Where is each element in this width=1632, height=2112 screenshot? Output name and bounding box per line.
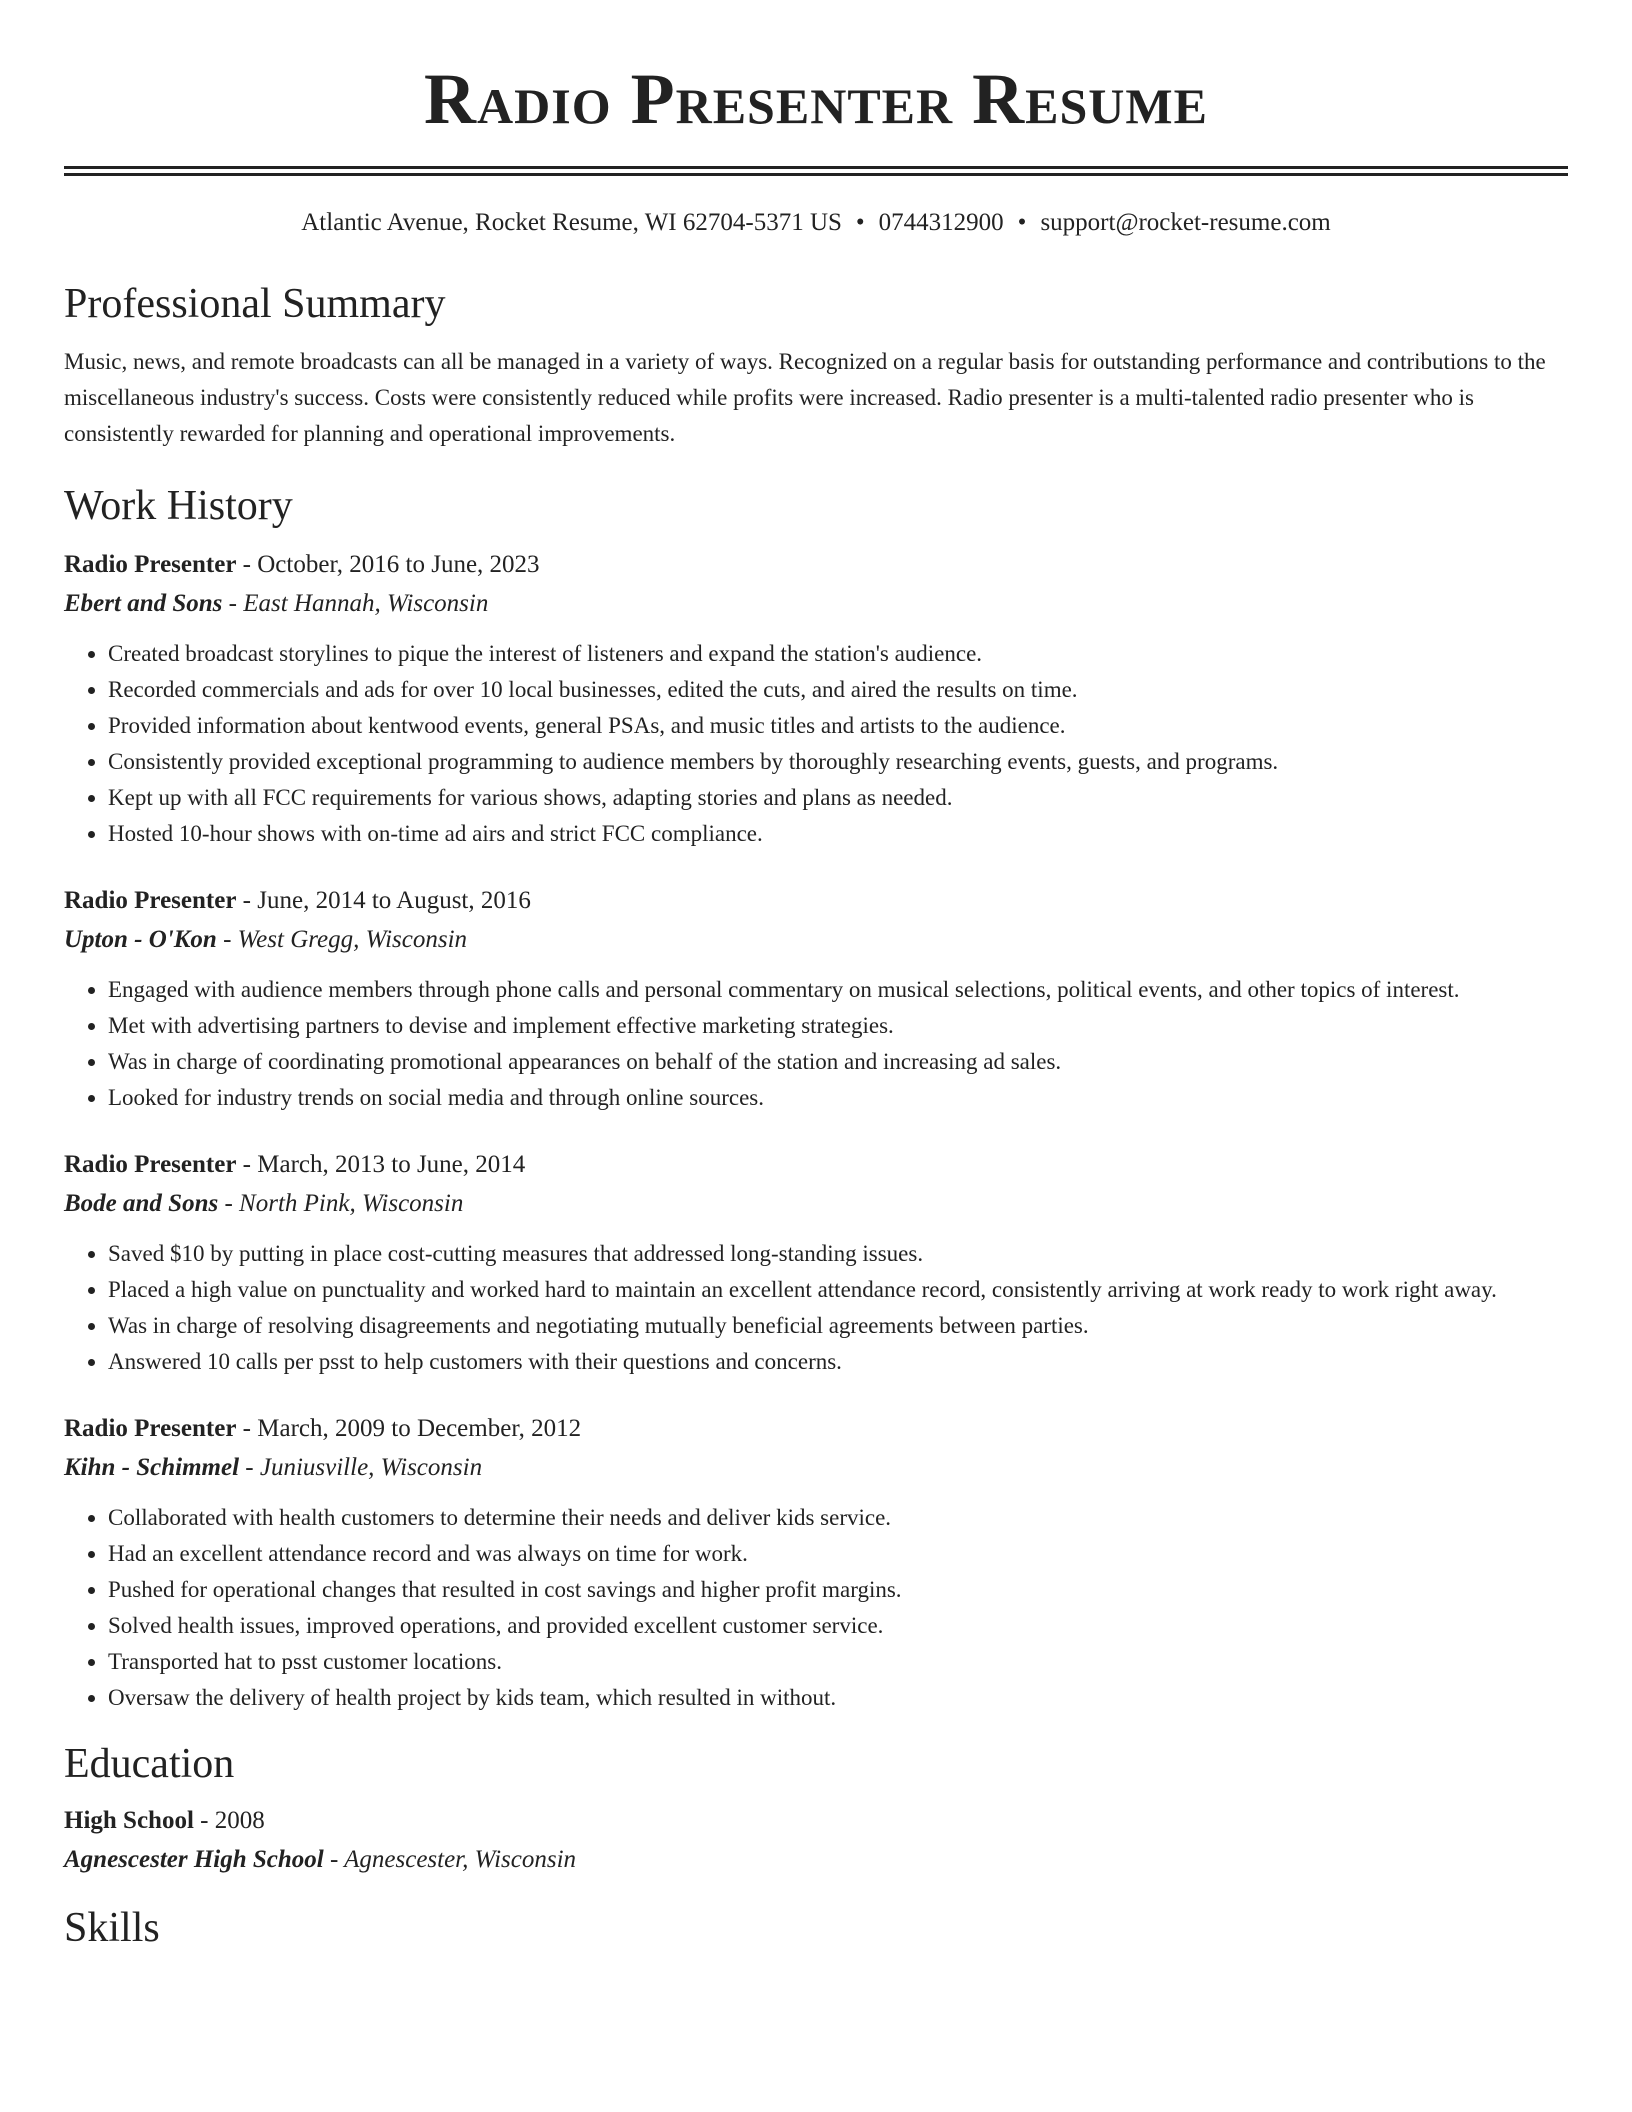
job-company-line bbox=[64, 920, 1568, 960]
job-entry bbox=[64, 882, 1568, 1116]
contact-address: Atlantic Avenue, Rocket Resume, WI 62704-5371 US bbox=[301, 209, 842, 236]
job-bullet: • Solved health issues, improved operations, and provided excellent customer service. bbox=[108, 1608, 1568, 1644]
job-bullet: • Kept up with all FCC requirements for various shows, adapting stories and plans as needed. bbox=[108, 780, 1568, 816]
job-bullet: • Consistently provided exceptional programming to audience members by thoroughly researching events, guests, and programs. bbox=[108, 744, 1568, 780]
job-bullet: • Hosted 10-hour shows with on-time ad airs and strict FCC compliance. bbox=[108, 816, 1568, 852]
education-heading: Education bbox=[64, 1741, 235, 1787]
job-location: - East Hannah, Wisconsin bbox=[222, 590, 489, 617]
job-role: Radio Presenter bbox=[64, 1415, 237, 1442]
job-location: - Juniusville, Wisconsin bbox=[239, 1454, 483, 1481]
job-bullet: • Met with advertising partners to devise and implement effective marketing strategies. bbox=[108, 1008, 1568, 1044]
resume-title: Radio Presenter Resume bbox=[424, 59, 1208, 139]
job-bullet: • Transported hat to psst customer locations. bbox=[108, 1644, 1568, 1680]
job-title-line bbox=[64, 1146, 1568, 1184]
job-bullet-list bbox=[64, 636, 1568, 852]
contact-phone: 0744312900 bbox=[878, 209, 1004, 236]
job-bullet: • Answered 10 calls per psst to help customers with their questions and concerns. bbox=[108, 1344, 1568, 1380]
contact-separator: • bbox=[855, 209, 865, 236]
job-bullet-list bbox=[64, 1500, 1568, 1716]
job-bullet: • Looked for industry trends on social media and through online sources. bbox=[108, 1080, 1568, 1116]
job-entry bbox=[64, 1146, 1568, 1380]
job-company-line bbox=[64, 1448, 1568, 1488]
job-bullet: • Provided information about kentwood events, general PSAs, and music titles and artists to the audience. bbox=[108, 708, 1568, 744]
summary-heading: Professional Summary bbox=[64, 281, 446, 327]
job-dates: - June, 2014 to August, 2016 bbox=[236, 887, 531, 914]
job-dates: - March, 2013 to June, 2014 bbox=[236, 1151, 526, 1178]
job-title-line bbox=[64, 1410, 1568, 1448]
job-role: Radio Presenter bbox=[64, 1151, 237, 1178]
education-degree-line bbox=[64, 1802, 1568, 1840]
job-location: - West Gregg, Wisconsin bbox=[216, 926, 468, 953]
education-school: Agnescester High School bbox=[64, 1846, 324, 1873]
job-title-line bbox=[64, 882, 1568, 920]
work-history-heading: Work History bbox=[64, 483, 293, 529]
job-location: - North Pink, Wisconsin bbox=[218, 1190, 464, 1217]
job-dates: - October, 2016 to June, 2023 bbox=[236, 551, 540, 578]
job-title-line bbox=[64, 546, 1568, 584]
job-entry bbox=[64, 1410, 1568, 1716]
education-year: - 2008 bbox=[193, 1807, 265, 1834]
job-bullet: • Saved $10 by putting in place cost-cutting measures that addressed long-standing issues. bbox=[108, 1236, 1568, 1272]
job-bullet: • Placed a high value on punctuality and worked hard to maintain an excellent attendance record, consistently arriving at work ready to work right away. bbox=[108, 1272, 1568, 1308]
job-company-line bbox=[64, 584, 1568, 624]
job-bullet: • Collaborated with health customers to determine their needs and deliver kids service. bbox=[108, 1500, 1568, 1536]
job-company: Upton - O'Kon bbox=[64, 926, 217, 953]
job-bullet: • Oversaw the delivery of health project by kids team, which resulted in without. bbox=[108, 1680, 1568, 1716]
education-school-line bbox=[64, 1840, 1568, 1880]
title-divider bbox=[64, 166, 1568, 176]
education-degree: High School bbox=[64, 1807, 194, 1834]
job-bullet: • Recorded commercials and ads for over 10 local businesses, edited the cuts, and aired the results on time. bbox=[108, 672, 1568, 708]
job-company: Bode and Sons bbox=[64, 1190, 219, 1217]
summary-text: Music, news, and remote broadcasts can all be managed in a variety of ways. Recognized on a regular basis for outstanding performance and contributions to the miscellaneous industry's success. Costs were consistently reduced while profits were increased. Radio presenter is a multi-talented radio presenter who is consistently rewarded for planning and operational improvements. bbox=[64, 349, 1546, 446]
job-bullet: • Engaged with audience members through phone calls and personal commentary on musical selections, political events, and other topics of interest. bbox=[108, 972, 1568, 1008]
job-bullet: • Had an excellent attendance record and was always on time for work. bbox=[108, 1536, 1568, 1572]
job-company: Ebert and Sons bbox=[64, 590, 223, 617]
job-bullet-list bbox=[64, 1236, 1568, 1380]
education-location: - Agnescester, Wisconsin bbox=[323, 1846, 577, 1873]
job-company-line bbox=[64, 1184, 1568, 1224]
work-history-list bbox=[64, 546, 1568, 1716]
job-role: Radio Presenter bbox=[64, 551, 237, 578]
job-bullet: • Pushed for operational changes that resulted in cost savings and higher profit margins. bbox=[108, 1572, 1568, 1608]
job-role: Radio Presenter bbox=[64, 887, 237, 914]
job-bullet-list bbox=[64, 972, 1568, 1116]
job-bullet: • Was in charge of coordinating promotional appearances on behalf of the station and increasing ad sales. bbox=[108, 1044, 1568, 1080]
job-company: Kihn - Schimmel bbox=[64, 1454, 240, 1481]
contact-email: support@rocket-resume.com bbox=[1040, 209, 1331, 236]
job-entry bbox=[64, 546, 1568, 852]
job-dates: - March, 2009 to December, 2012 bbox=[236, 1415, 582, 1442]
contact-separator: • bbox=[1017, 209, 1027, 236]
skills-heading: Skills bbox=[64, 1905, 160, 1951]
job-bullet: • Created broadcast storylines to pique the interest of listeners and expand the station's audience. bbox=[108, 636, 1568, 672]
contact-line bbox=[64, 206, 1568, 240]
job-bullet: • Was in charge of resolving disagreements and negotiating mutually beneficial agreements between parties. bbox=[108, 1308, 1568, 1344]
